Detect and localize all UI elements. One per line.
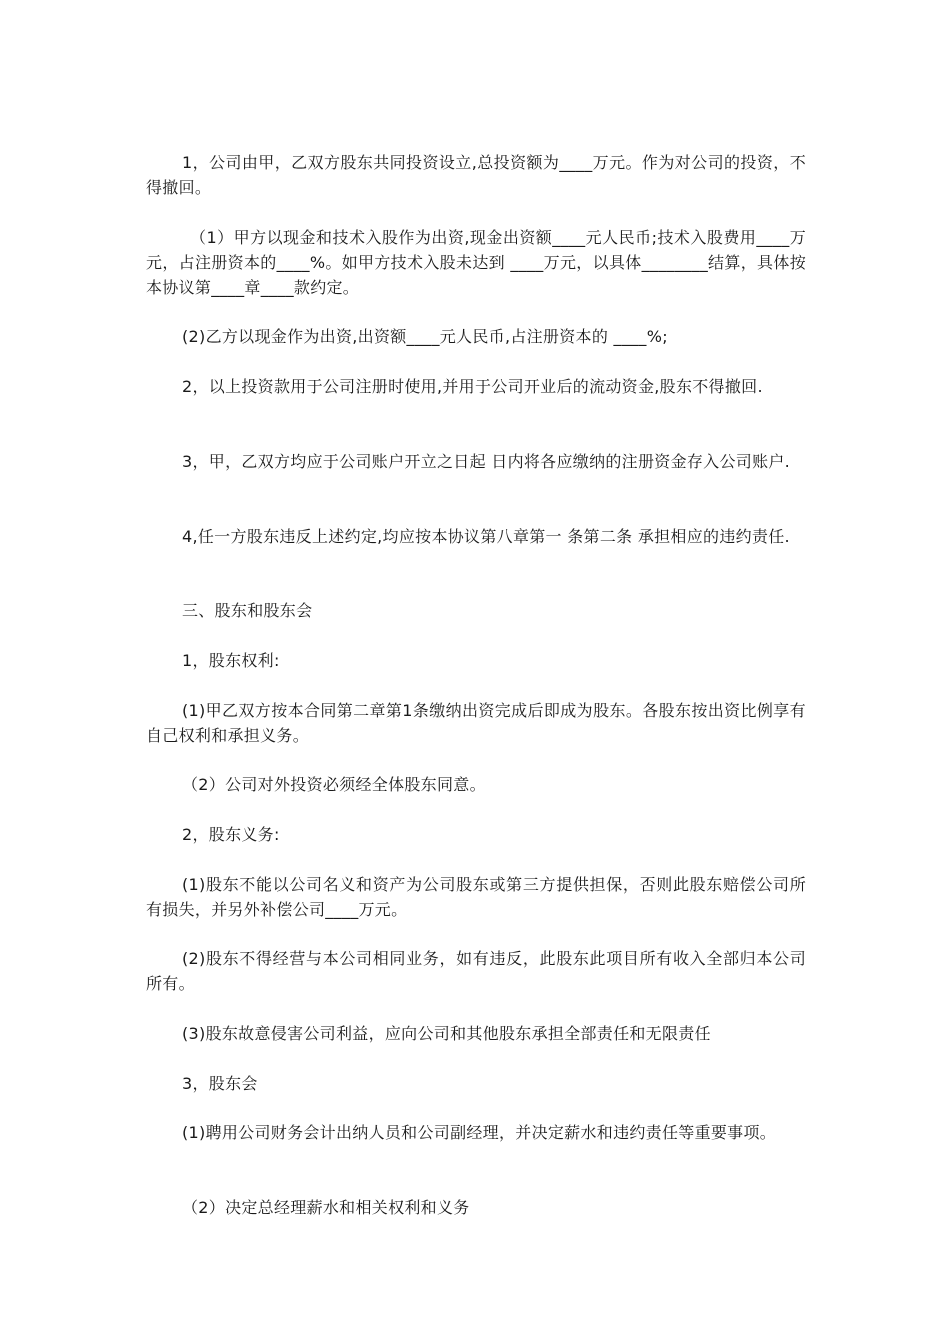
paragraph-meeting-2: （2）决定总经理薪水和相关权利和义务 — [182, 1198, 470, 1217]
paragraph-capital-deposit: 3，甲，乙双方均应于公司账户开立之日起 日内将各应缴纳的注册资金存入公司账户. — [182, 452, 791, 471]
paragraph-duties-1: (1)股东不能以公司名义和资产为公司股东或第三方提供担保，否则此股东赔偿公司所有损失，并另外补偿公司____万元。 — [146, 875, 806, 919]
subheading-shareholder-rights: 1，股东权利: — [182, 651, 280, 670]
paragraph-duties-2: (2)股东不得经营与本公司相同业务，如有违反，此股东此项目所有收入全部归本公司所有。 — [146, 949, 806, 993]
paragraph-funds-usage: 2，以上投资款用于公司注册时使用,并用于公司开业后的流动资金,股东不得撤回. — [182, 377, 763, 396]
paragraph-party-a-contribution: （1）甲方以现金和技术入股作为出资,现金出资额____元人民币;技术入股费用____万元，占注册资本的____%。如甲方技术入股未达到 ____万元，以具体________结算，具体按本协议第____章____款约定。 — [146, 228, 806, 297]
subheading-shareholders-meeting: 3，股东会 — [182, 1074, 258, 1093]
paragraph-party-b-contribution: (2)乙方以现金作为出资,出资额____元人民币,占注册资本的 ____%; — [182, 327, 668, 346]
section-heading-shareholders: 三、股东和股东会 — [182, 601, 313, 620]
paragraph-duties-3: (3)股东故意侵害公司利益，应向公司和其他股东承担全部责任和无限责任 — [182, 1024, 711, 1043]
paragraph-rights-2: （2）公司对外投资必须经全体股东同意。 — [182, 775, 486, 794]
paragraph-meeting-1: (1)聘用公司财务会计出纳人员和公司副经理，并决定薪水和违约责任等重要事项。 — [182, 1123, 777, 1142]
paragraph-rights-1: (1)甲乙双方按本合同第二章第1条缴纳出资完成后即成为股东。各股东按出资比例享有自己权利和承担义务。 — [146, 701, 806, 745]
subheading-shareholder-duties: 2，股东义务: — [182, 825, 280, 844]
paragraph-investment-total: 1，公司由甲，乙双方股东共同投资设立,总投资额为____万元。作为对公司的投资，不得撤回。 — [146, 153, 806, 197]
paragraph-breach-liability: 4,任一方股东违反上述约定,均应按本协议第八章第一 条第二条 承担相应的违约责任. — [182, 527, 790, 546]
